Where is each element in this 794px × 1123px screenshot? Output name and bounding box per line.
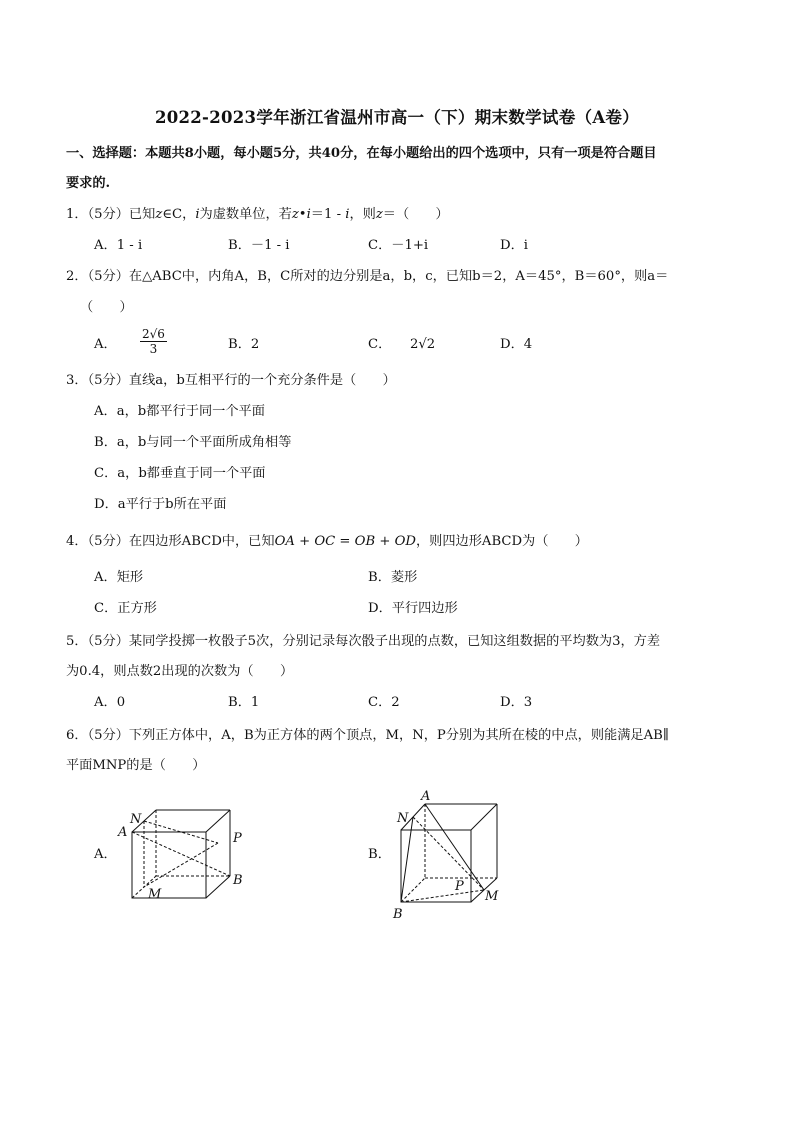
question-2-stem-line1: 2．（5分）在△ABC中，内角A，B，C所对的边分别是a，b，c，已知b＝2，A＝45°，B＝60°，则a＝ [66,269,669,284]
question-1-option-b: B．－1 - i [228,238,290,253]
question-6-stem-line2: 平面MNP的是（ ） [66,758,206,773]
cube-a-segment-ab [132,832,230,876]
question-6-option-a-label: A． [94,847,117,862]
question-4-option-c: C．正方形 [94,601,157,616]
question-2-option-a-fraction: $\frac{2√6}{3}$ [142,327,165,356]
section-heading-line2: 要求的. [66,176,111,191]
question-1-option-c: C．－1+i [368,238,429,253]
cube-b-label-m: M [485,889,499,904]
question-2-option-c-label: C． [368,337,392,352]
question-1-stem: 1．（5分）已知z∈C，i为虚数单位，若z•i＝1 - i，则z＝（ ） [66,207,449,222]
question-5-option-d: D．3 [500,695,533,710]
question-2-option-c-value: 2√2 [410,337,436,352]
cube-a-front-face [132,832,206,898]
question-2-option-a-label: A． [94,337,117,352]
cube-b-segment-bm [401,890,484,902]
question-3-stem: 3．（5分）直线a，b互相平行的一个充分条件是（ ） [66,373,396,388]
vector-equation: OA + OC = OB + OD [274,534,416,549]
question-2-stem-line2: （ ） [80,300,133,315]
question-5-stem-line2: 为0.4，则点数2出现的次数为（ ） [66,664,294,679]
question-1-option-d: D．i [500,238,528,253]
cube-b-label-n: N [397,811,409,826]
cube-a-label-b: B [233,873,243,888]
cube-a-label-m: M [148,887,162,902]
question-5-stem-line1: 5．（5分）某同学投掷一枚骰子5次，分别记录每次骰子出现的点数，已知这组数据的平均数为3，方差 [66,634,661,649]
cube-b-label-a: A [421,789,431,804]
question-4-stem: 4．（5分）在四边形ABCD中，已知OA + OC = OB + OD，则四边形ABCD为（ ） [66,534,588,549]
cube-a-label-a: A [118,825,128,840]
question-2-option-b: B．2 [228,337,260,352]
question-1-option-a: A．1 - i [94,238,143,253]
cube-b-label-p: P [455,879,464,894]
cube-a-edge [206,876,230,898]
question-3-option-b: B．a，b与同一个平面所成角相等 [94,435,292,450]
cube-figure-a [110,798,260,908]
cube-b-label-b: B [393,907,403,922]
page-title: 2022-2023学年浙江省温州市高一（下）期末数学试卷（A卷） [154,108,640,127]
cube-b-segment-ap [425,804,484,890]
question-6-stem-line1: 6．（5分）下列正方体中，A，B为正方体的两个顶点，M，N，P分别为其所在棱的中点，则能满足AB∥ [66,728,669,743]
question-2-option-d: D．4 [500,337,533,352]
question-5-option-a: A．0 [94,695,126,710]
question-5-option-c: C．2 [368,695,400,710]
cube-a-edge [206,810,230,832]
question-3-option-d: D．a平行于b所在平面 [94,497,227,512]
question-3-option-c: C．a，b都垂直于同一个平面 [94,466,266,481]
cube-figure-b [385,786,515,922]
cube-b-edge [471,804,497,830]
cube-a-label-p: P [233,831,242,846]
question-4-option-b: B．菱形 [368,570,418,585]
question-4-option-a: A．矩形 [94,570,144,585]
question-3-option-a: A．a，b都平行于同一个平面 [94,404,265,419]
cube-a-label-n: N [130,812,142,827]
cube-a-segment-pm [144,843,218,887]
question-6-option-b-label: B． [368,847,391,862]
question-4-option-d: D．平行四边形 [368,601,458,616]
cube-b-hidden-edge [401,878,425,902]
section-heading-line1: 一、选择题：本题共8小题，每小题5分，共40分，在每小题给出的四个选项中，只有一项是符合题目 [66,146,657,161]
question-5-option-b: B．1 [228,695,260,710]
